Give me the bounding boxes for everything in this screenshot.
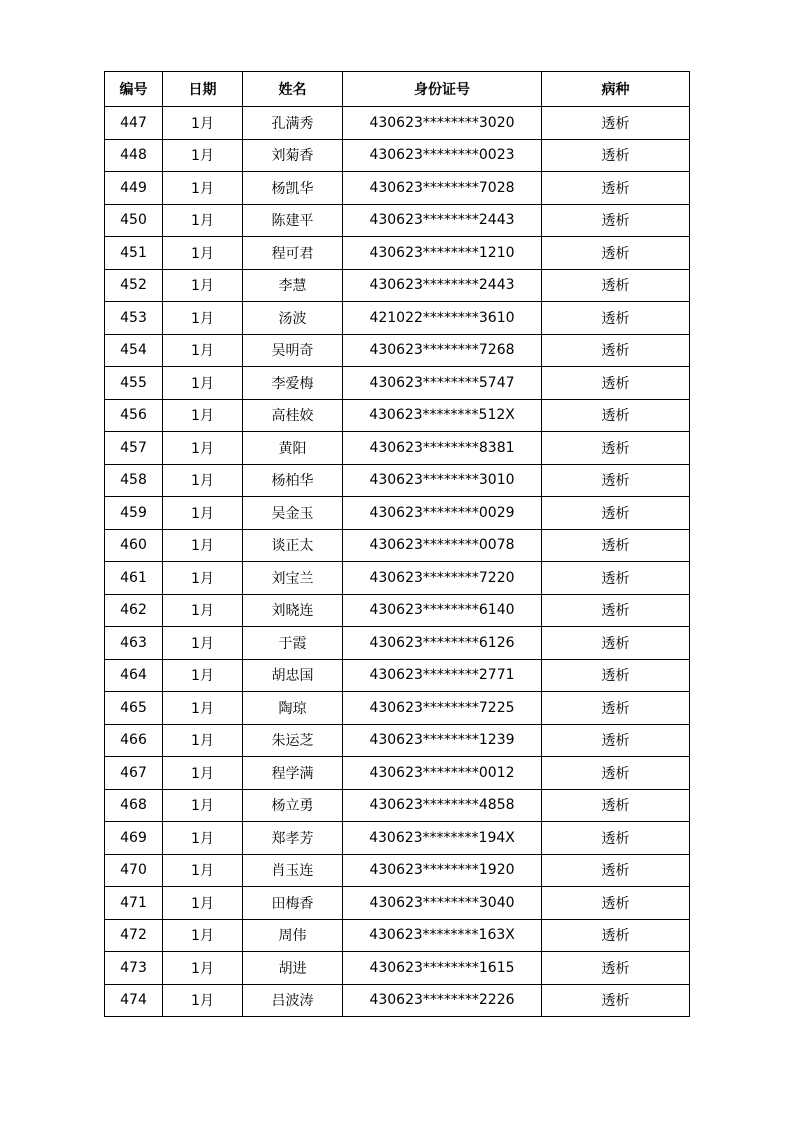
header-number: 编号: [105, 72, 163, 107]
table-row: [105, 334, 690, 367]
cell-number: 473: [105, 952, 163, 985]
table-row: [105, 984, 690, 1017]
cell-date: 1月: [163, 367, 243, 400]
cell-id-number: 430623********6126: [343, 627, 542, 660]
cell-name: 胡进: [243, 952, 343, 985]
cell-id-number: 430623********0023: [343, 139, 542, 172]
table-row: [105, 529, 690, 562]
cell-number: 458: [105, 464, 163, 497]
cell-date: 1月: [163, 562, 243, 595]
cell-name: 程学满: [243, 757, 343, 790]
cell-date: 1月: [163, 237, 243, 270]
cell-number: 461: [105, 562, 163, 595]
cell-disease: 透析: [542, 139, 690, 172]
cell-number: 448: [105, 139, 163, 172]
cell-name: 高桂姣: [243, 399, 343, 432]
cell-name: 汤波: [243, 302, 343, 335]
cell-date: 1月: [163, 269, 243, 302]
table-row: [105, 887, 690, 920]
cell-number: 466: [105, 724, 163, 757]
cell-disease: 透析: [542, 952, 690, 985]
header-id-number: 身份证号: [343, 72, 542, 107]
table-row: [105, 172, 690, 205]
cell-number: 470: [105, 854, 163, 887]
cell-disease: 透析: [542, 594, 690, 627]
cell-number: 472: [105, 919, 163, 952]
cell-disease: 透析: [542, 562, 690, 595]
cell-name: 谈正太: [243, 529, 343, 562]
cell-disease: 透析: [542, 172, 690, 205]
table-row: [105, 919, 690, 952]
cell-id-number: 421022********3610: [343, 302, 542, 335]
cell-date: 1月: [163, 822, 243, 855]
cell-date: 1月: [163, 724, 243, 757]
cell-date: 1月: [163, 854, 243, 887]
table-row: [105, 107, 690, 140]
cell-date: 1月: [163, 529, 243, 562]
cell-id-number: 430623********7220: [343, 562, 542, 595]
cell-name: 杨柏华: [243, 464, 343, 497]
cell-date: 1月: [163, 984, 243, 1017]
cell-id-number: 430623********0029: [343, 497, 542, 530]
cell-id-number: 430623********3040: [343, 887, 542, 920]
cell-date: 1月: [163, 464, 243, 497]
table-row: [105, 659, 690, 692]
cell-disease: 透析: [542, 334, 690, 367]
cell-disease: 透析: [542, 269, 690, 302]
header-disease: 病种: [542, 72, 690, 107]
cell-name: 于霞: [243, 627, 343, 660]
table-row: [105, 302, 690, 335]
table-header: [105, 72, 690, 107]
cell-disease: 透析: [542, 432, 690, 465]
header-row: [105, 72, 690, 107]
cell-number: 451: [105, 237, 163, 270]
cell-id-number: 430623********4858: [343, 789, 542, 822]
cell-id-number: 430623********1210: [343, 237, 542, 270]
table-row: [105, 692, 690, 725]
cell-date: 1月: [163, 204, 243, 237]
cell-name: 杨凯华: [243, 172, 343, 205]
header-name: 姓名: [243, 72, 343, 107]
cell-number: 456: [105, 399, 163, 432]
cell-name: 刘晓连: [243, 594, 343, 627]
table-body: [105, 107, 690, 1017]
cell-name: 周伟: [243, 919, 343, 952]
cell-number: 447: [105, 107, 163, 140]
cell-name: 李爱梅: [243, 367, 343, 400]
cell-name: 朱运芝: [243, 724, 343, 757]
cell-disease: 透析: [542, 659, 690, 692]
cell-date: 1月: [163, 952, 243, 985]
table-row: [105, 627, 690, 660]
cell-id-number: 430623********0078: [343, 529, 542, 562]
table-row: [105, 952, 690, 985]
table-row: [105, 367, 690, 400]
records-table: [104, 71, 690, 1017]
cell-name: 孔满秀: [243, 107, 343, 140]
cell-number: 463: [105, 627, 163, 660]
cell-date: 1月: [163, 789, 243, 822]
cell-number: 460: [105, 529, 163, 562]
cell-disease: 透析: [542, 822, 690, 855]
cell-number: 471: [105, 887, 163, 920]
cell-id-number: 430623********194X: [343, 822, 542, 855]
cell-name: 程可君: [243, 237, 343, 270]
table-row: [105, 139, 690, 172]
cell-number: 467: [105, 757, 163, 790]
cell-date: 1月: [163, 659, 243, 692]
cell-number: 465: [105, 692, 163, 725]
cell-date: 1月: [163, 334, 243, 367]
cell-number: 474: [105, 984, 163, 1017]
cell-id-number: 430623********1615: [343, 952, 542, 985]
cell-disease: 透析: [542, 854, 690, 887]
table-row: [105, 562, 690, 595]
cell-disease: 透析: [542, 919, 690, 952]
cell-disease: 透析: [542, 724, 690, 757]
cell-number: 459: [105, 497, 163, 530]
cell-disease: 透析: [542, 237, 690, 270]
cell-date: 1月: [163, 399, 243, 432]
cell-disease: 透析: [542, 529, 690, 562]
cell-name: 杨立勇: [243, 789, 343, 822]
cell-disease: 透析: [542, 107, 690, 140]
cell-number: 469: [105, 822, 163, 855]
cell-date: 1月: [163, 887, 243, 920]
cell-date: 1月: [163, 107, 243, 140]
cell-disease: 透析: [542, 887, 690, 920]
cell-disease: 透析: [542, 757, 690, 790]
cell-id-number: 430623********5747: [343, 367, 542, 400]
cell-number: 449: [105, 172, 163, 205]
cell-disease: 透析: [542, 497, 690, 530]
cell-id-number: 430623********7225: [343, 692, 542, 725]
table-row: [105, 432, 690, 465]
table-row: [105, 269, 690, 302]
cell-name: 李慧: [243, 269, 343, 302]
cell-name: 刘宝兰: [243, 562, 343, 595]
table-row: [105, 724, 690, 757]
cell-id-number: 430623********0012: [343, 757, 542, 790]
cell-id-number: 430623********2443: [343, 204, 542, 237]
cell-id-number: 430623********3010: [343, 464, 542, 497]
cell-date: 1月: [163, 302, 243, 335]
cell-id-number: 430623********2771: [343, 659, 542, 692]
cell-number: 464: [105, 659, 163, 692]
cell-disease: 透析: [542, 464, 690, 497]
table-row: [105, 497, 690, 530]
cell-number: 454: [105, 334, 163, 367]
cell-date: 1月: [163, 757, 243, 790]
table-row: [105, 399, 690, 432]
table-row: [105, 204, 690, 237]
cell-date: 1月: [163, 594, 243, 627]
cell-name: 吕波涛: [243, 984, 343, 1017]
cell-id-number: 430623********163X: [343, 919, 542, 952]
cell-date: 1月: [163, 627, 243, 660]
cell-disease: 透析: [542, 627, 690, 660]
table-row: [105, 789, 690, 822]
cell-id-number: 430623********1920: [343, 854, 542, 887]
cell-disease: 透析: [542, 789, 690, 822]
cell-name: 郑孝芳: [243, 822, 343, 855]
cell-date: 1月: [163, 139, 243, 172]
cell-number: 462: [105, 594, 163, 627]
cell-name: 胡忠国: [243, 659, 343, 692]
cell-name: 黄阳: [243, 432, 343, 465]
cell-date: 1月: [163, 919, 243, 952]
cell-number: 453: [105, 302, 163, 335]
table-row: [105, 594, 690, 627]
cell-date: 1月: [163, 432, 243, 465]
table-row: [105, 854, 690, 887]
table-row: [105, 237, 690, 270]
cell-id-number: 430623********7028: [343, 172, 542, 205]
cell-id-number: 430623********7268: [343, 334, 542, 367]
cell-id-number: 430623********3020: [343, 107, 542, 140]
cell-disease: 透析: [542, 692, 690, 725]
cell-date: 1月: [163, 172, 243, 205]
cell-number: 455: [105, 367, 163, 400]
cell-id-number: 430623********2226: [343, 984, 542, 1017]
cell-number: 452: [105, 269, 163, 302]
table-row: [105, 757, 690, 790]
cell-number: 457: [105, 432, 163, 465]
cell-disease: 透析: [542, 367, 690, 400]
cell-date: 1月: [163, 692, 243, 725]
cell-disease: 透析: [542, 399, 690, 432]
cell-name: 吴明奇: [243, 334, 343, 367]
cell-id-number: 430623********2443: [343, 269, 542, 302]
cell-name: 吴金玉: [243, 497, 343, 530]
cell-name: 刘菊香: [243, 139, 343, 172]
cell-disease: 透析: [542, 302, 690, 335]
cell-date: 1月: [163, 497, 243, 530]
header-date: 日期: [163, 72, 243, 107]
cell-name: 肖玉连: [243, 854, 343, 887]
cell-name: 田梅香: [243, 887, 343, 920]
cell-disease: 透析: [542, 204, 690, 237]
cell-disease: 透析: [542, 984, 690, 1017]
cell-number: 468: [105, 789, 163, 822]
table-row: [105, 822, 690, 855]
cell-id-number: 430623********512X: [343, 399, 542, 432]
cell-id-number: 430623********6140: [343, 594, 542, 627]
cell-number: 450: [105, 204, 163, 237]
cell-id-number: 430623********1239: [343, 724, 542, 757]
cell-name: 陈建平: [243, 204, 343, 237]
cell-name: 陶琼: [243, 692, 343, 725]
table-row: [105, 464, 690, 497]
cell-id-number: 430623********8381: [343, 432, 542, 465]
